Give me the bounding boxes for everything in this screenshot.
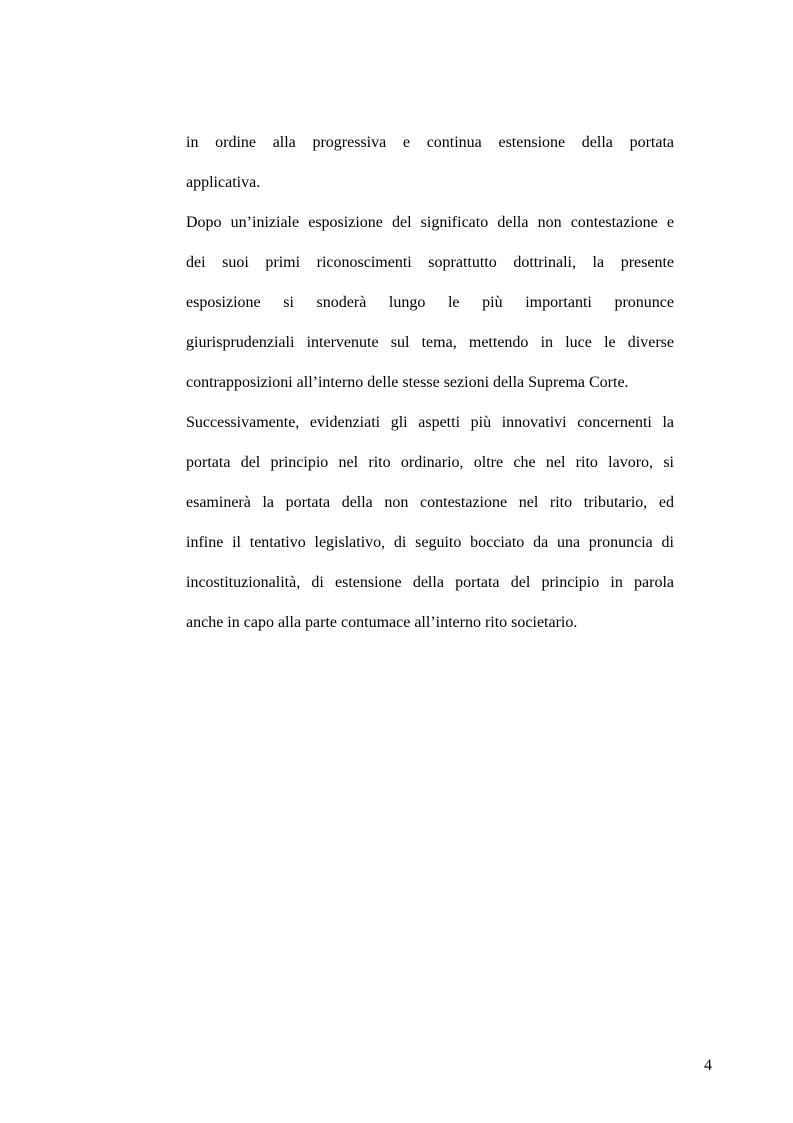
page-number: 4 xyxy=(704,1057,712,1074)
text-line: portata del principio nel rito ordinario, oltre che nel rito lavoro, si xyxy=(186,454,674,471)
text-line: Dopo un’iniziale esposizione del significato della non contestazione e xyxy=(186,214,674,231)
text-line: dei suoi primi riconoscimenti soprattutto dottrinali, la presente xyxy=(186,254,674,271)
text-line: applicativa. xyxy=(186,174,261,191)
text-line: incostituzionalità, di estensione della portata del principio in parola xyxy=(186,574,674,591)
text-line: esposizione si snoderà lungo le più importanti pronunce xyxy=(186,294,674,311)
text-line: infine il tentativo legislativo, di seguito bocciato da una pronuncia di xyxy=(186,534,674,551)
text-line: in ordine alla progressiva e continua estensione della portata xyxy=(186,134,674,151)
text-line: contrapposizioni all’interno delle stesse sezioni della Suprema Corte. xyxy=(186,374,629,391)
text-line: esaminerà la portata della non contestazione nel rito tributario, ed xyxy=(186,494,674,511)
text-line: giurisprudenziali intervenute sul tema, mettendo in luce le diverse xyxy=(186,334,674,351)
text-line: anche in capo alla parte contumace all’interno rito societario. xyxy=(186,614,578,631)
text-line: Successivamente, evidenziati gli aspetti più innovativi concernenti la xyxy=(186,414,674,431)
body-text xyxy=(186,131,674,651)
